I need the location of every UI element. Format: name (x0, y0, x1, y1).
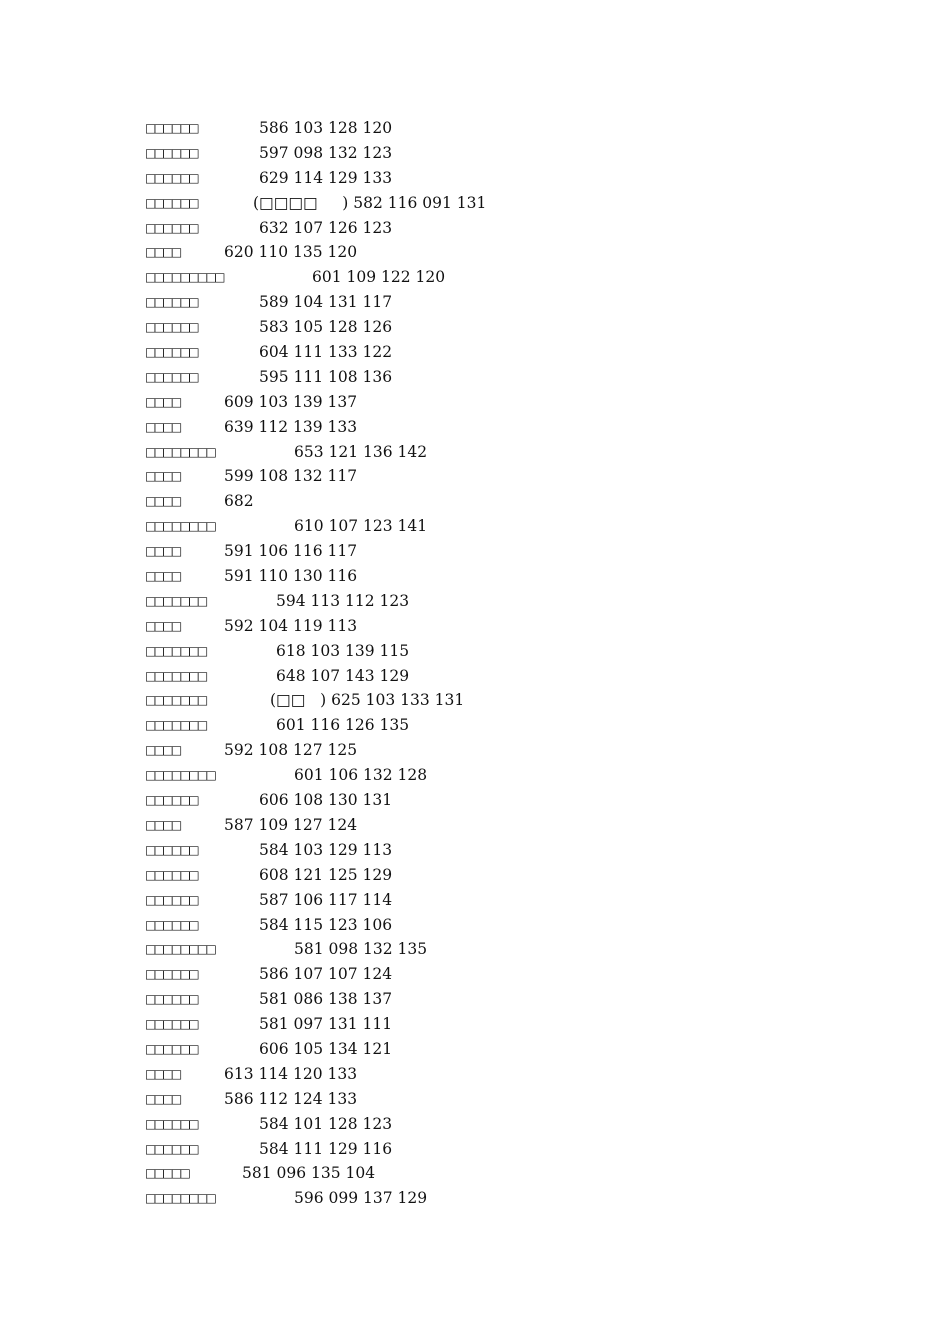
list-item (145, 1112, 845, 1137)
list-item (145, 240, 845, 265)
list-item (145, 539, 845, 564)
list-item (145, 614, 845, 639)
list-item (145, 1186, 845, 1211)
entry-name: □□□□□□ (145, 793, 197, 808)
entry-name: □□□□□□□ (145, 593, 206, 608)
entry-name: □□□□ (145, 544, 180, 559)
list-item (145, 166, 845, 191)
entry-values: 648 107 143 129 (276, 666, 410, 685)
list-item (145, 987, 845, 1012)
entry-values: 592 108 127 125 (224, 741, 358, 760)
entry-name: □□□□□□□□□ (145, 270, 223, 285)
entry-name: □□□□□□ (145, 220, 197, 235)
list-item (145, 713, 845, 738)
list-item (145, 788, 845, 813)
list-item (145, 340, 845, 365)
entry-values: 591 110 130 116 (224, 567, 358, 586)
list-item (145, 1037, 845, 1062)
entry-name: □□□□ (145, 618, 180, 633)
entry-values: 609 103 139 137 (224, 392, 358, 411)
list-item (145, 639, 845, 664)
entry-values: 639 112 139 133 (224, 417, 358, 436)
entry-name: □□□□□□ (145, 1041, 197, 1056)
entry-name: □□□□□□ (145, 320, 197, 335)
list-item (145, 265, 845, 290)
entry-values: 581 098 132 135 (294, 940, 428, 959)
entry-values: 584 103 129 113 (259, 840, 393, 859)
entry-values: 586 107 107 124 (259, 965, 393, 984)
entry-name: □□□□ (145, 245, 180, 260)
list-item (145, 415, 845, 440)
score-list (145, 116, 845, 1211)
list-item (145, 913, 845, 938)
list-item (145, 888, 845, 913)
entry-values: 594 113 112 123 (276, 591, 410, 610)
entry-values: 604 111 133 122 (259, 343, 393, 362)
entry-values: 682 (224, 492, 254, 511)
entry-name: □□□□□□ (145, 892, 197, 907)
list-item (145, 1012, 845, 1037)
entry-values: 613 114 120 133 (224, 1064, 358, 1083)
entry-values: 587 106 117 114 (259, 890, 393, 909)
entry-values: 597 098 132 123 (259, 143, 393, 162)
entry-values: 608 121 125 129 (259, 865, 393, 884)
entry-name: □□□□ (145, 569, 180, 584)
entry-values: 591 106 116 117 (224, 542, 358, 561)
list-item (145, 191, 845, 216)
list-item (145, 365, 845, 390)
entry-values: 592 104 119 113 (224, 616, 358, 635)
entry-name: □□□□ (145, 494, 180, 509)
entry-name: □□□□□□□□ (145, 768, 215, 783)
list-item (145, 1087, 845, 1112)
list-item (145, 315, 845, 340)
list-item (145, 838, 845, 863)
entry-values: 584 101 128 123 (259, 1114, 393, 1133)
entry-values: 581 086 138 137 (259, 990, 393, 1009)
list-item (145, 141, 845, 166)
entry-values: 581 097 131 111 (259, 1015, 393, 1034)
entry-values: 610 107 123 141 (294, 517, 428, 536)
list-item (145, 116, 845, 141)
entry-name: □□□□ (145, 394, 180, 409)
entry-name: □□□□□□ (145, 369, 197, 384)
entry-values: 595 111 108 136 (259, 367, 393, 386)
list-item (145, 937, 845, 962)
entry-values: 606 108 130 131 (259, 791, 393, 810)
entry-values: 596 099 137 129 (294, 1189, 428, 1208)
entry-values: 629 114 129 133 (259, 168, 393, 187)
entry-values: 587 109 127 124 (224, 815, 358, 834)
list-item (145, 589, 845, 614)
entry-name: □□□□□□□□ (145, 519, 215, 534)
list-item (145, 390, 845, 415)
entry-values: 601 106 132 128 (294, 766, 428, 785)
entry-values: 584 115 123 106 (259, 915, 393, 934)
list-item (145, 863, 845, 888)
entry-name: □□□□ (145, 1066, 180, 1081)
list-item (145, 688, 845, 713)
entry-name: □□□□□□ (145, 917, 197, 932)
list-item (145, 216, 845, 241)
entry-values: 606 105 134 121 (259, 1039, 393, 1058)
entry-name: □□□□□□ (145, 121, 197, 135)
entry-name: □□□□□□ (145, 170, 197, 185)
entry-name: □□□□□□□ (145, 643, 206, 658)
entry-name: □□□□ (145, 419, 180, 434)
list-item (145, 738, 845, 763)
entry-values: 632 107 126 123 (259, 218, 393, 237)
entry-values: 586 112 124 133 (224, 1089, 358, 1108)
entry-values: 583 105 128 126 (259, 318, 393, 337)
list-item (145, 440, 845, 465)
entry-name: □□□□□□ (145, 1141, 197, 1156)
entry-values: (□□ ) 625 103 133 131 (270, 691, 465, 710)
entry-values: 620 110 135 120 (224, 243, 358, 262)
list-item (145, 464, 845, 489)
entry-values: 584 111 129 116 (259, 1139, 393, 1158)
entry-name: □□□□□□□ (145, 668, 206, 683)
entry-name: □□□□□□ (145, 842, 197, 857)
entry-name: □□□□□□ (145, 1116, 197, 1131)
list-item (145, 1137, 845, 1162)
entry-values: 653 121 136 142 (294, 442, 428, 461)
entry-name: □□□□ (145, 469, 180, 484)
entry-name: □□□□□□□□ (145, 444, 215, 459)
entry-name: □□□□□□□□ (145, 1191, 215, 1206)
list-item (145, 763, 845, 788)
entry-values: 581 096 135 104 (242, 1164, 376, 1183)
list-item (145, 1062, 845, 1087)
entry-name: □□□□ (145, 1091, 180, 1106)
list-item (145, 564, 845, 589)
list-item (145, 290, 845, 315)
entry-values: (□□□□ ) 582 116 091 131 (253, 193, 487, 212)
entry-values: 599 108 132 117 (224, 467, 358, 486)
entry-name: □□□□ (145, 743, 180, 758)
entry-name: □□□□□□□□ (145, 942, 215, 957)
entry-values: 601 116 126 135 (276, 716, 410, 735)
list-item (145, 962, 845, 987)
entry-name: □□□□□□ (145, 967, 197, 982)
list-item (145, 514, 845, 539)
list-item (145, 1161, 845, 1186)
entry-name: □□□□□□ (145, 992, 197, 1007)
entry-name: □□□□□□ (145, 295, 197, 310)
list-item (145, 489, 845, 514)
entry-values: 589 104 131 117 (259, 293, 393, 312)
entry-name: □□□□□□□ (145, 693, 206, 708)
entry-name: □□□□□□ (145, 867, 197, 882)
list-item (145, 664, 845, 689)
entry-values: 586 103 128 120 (259, 119, 393, 137)
entry-values: 618 103 139 115 (276, 641, 410, 660)
entry-name: □□□□□□ (145, 145, 197, 160)
list-item (145, 813, 845, 838)
entry-values: 601 109 122 120 (312, 268, 446, 287)
entry-name: □□□□□□ (145, 1017, 197, 1032)
entry-name: □□□□□□ (145, 195, 197, 210)
entry-name: □□□□ (145, 817, 180, 832)
entry-name: □□□□□ (145, 1166, 189, 1181)
entry-name: □□□□□□ (145, 345, 197, 360)
entry-name: □□□□□□□ (145, 718, 206, 733)
